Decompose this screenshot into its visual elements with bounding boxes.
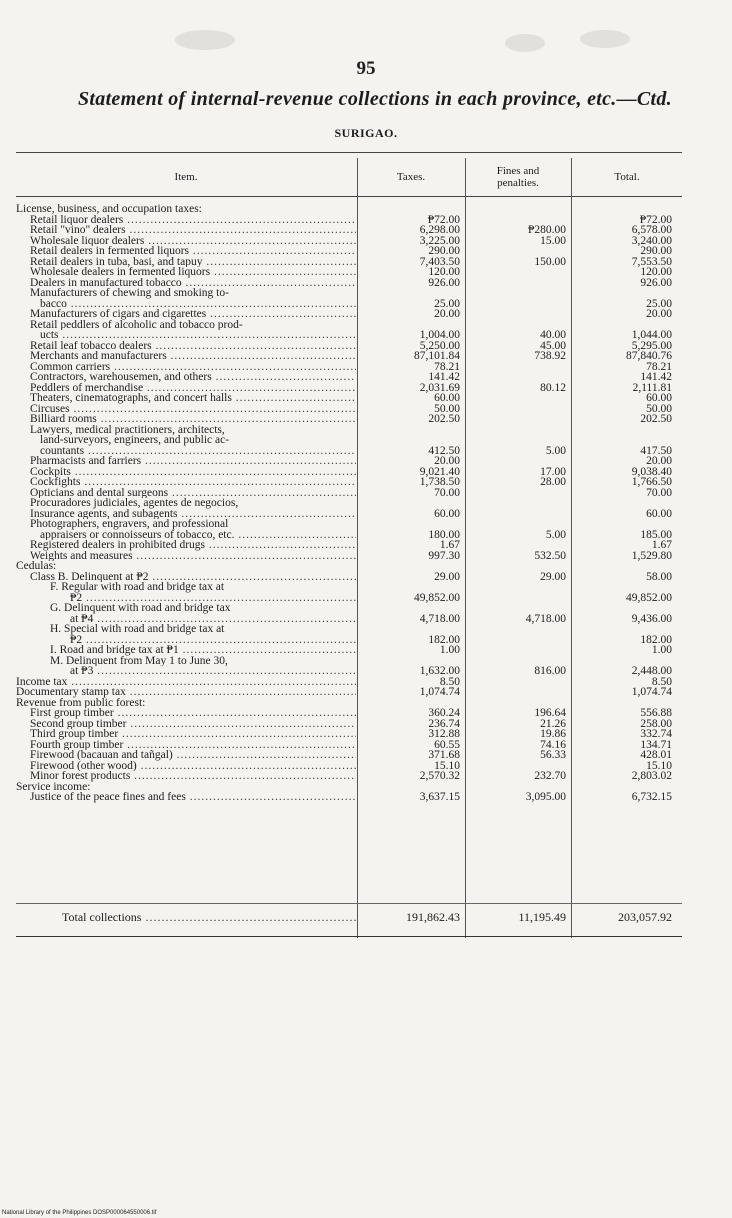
totals-taxes: 191,862.43: [406, 910, 460, 924]
row-item-label: Wholesale liquor dealers .....: [16, 236, 356, 247]
row-taxes-value: 1,738.50: [419, 476, 460, 488]
row-taxes-value: 180.00: [428, 528, 460, 541]
row-total-value: 185.00: [640, 528, 672, 541]
row-item-label: Class B. Delinquent at ₱2 .....: [16, 572, 356, 583]
row-item-label: Retail "vino" dealers .....: [16, 225, 356, 236]
row-total-value: 1.67: [651, 539, 672, 551]
row-total-value: 78.21: [646, 360, 672, 373]
table-row: [16, 414, 682, 425]
row-total-value: 3,240.00: [631, 234, 672, 247]
row-taxes-value: 50.00: [434, 402, 460, 415]
row-taxes-value: [358, 498, 466, 509]
row-fines-value: [466, 414, 572, 425]
row-item-label: at ₱3 .....: [16, 666, 356, 677]
table-row: [16, 225, 682, 236]
row-taxes-value: [358, 624, 466, 635]
header-taxes: Taxes.: [396, 171, 426, 183]
row-fines-value: [466, 404, 572, 415]
row-taxes-value: 2,031.69: [419, 381, 460, 394]
row-total-value: 134.71: [640, 738, 672, 751]
table-row: [16, 204, 682, 215]
table-row: [16, 383, 682, 394]
row-fines-value: [466, 246, 572, 257]
row-total-value: 332.74: [640, 728, 672, 740]
row-total-value: 1,074.74: [631, 686, 672, 698]
row-taxes-value: 70.00: [434, 486, 460, 499]
table-row: [16, 435, 682, 446]
row-fines-value: 21.26: [540, 717, 566, 730]
row-total-value: 25.00: [646, 297, 672, 310]
row-taxes-value: [358, 582, 466, 593]
row-fines-value: 532.50: [534, 549, 566, 562]
row-fines-value: 5.00: [545, 444, 566, 457]
table-row: [16, 551, 682, 562]
row-taxes-value: 290.00: [428, 245, 460, 257]
row-total-value: 9,436.00: [631, 612, 672, 625]
row-item-label: Income tax .....: [16, 677, 356, 688]
row-total-value: [572, 204, 682, 215]
totals-label: Total collections .....: [16, 910, 356, 924]
row-total-value: 70.00: [646, 486, 672, 499]
row-fines-value: 150.00: [534, 255, 566, 268]
row-item-label: F. Regular with road and bridge tax at: [50, 582, 225, 593]
row-fines-value: [466, 435, 572, 446]
row-total-value: 141.42: [640, 371, 672, 383]
row-total-value: 2,448.00: [631, 665, 672, 677]
row-total-value: 60.00: [646, 507, 672, 520]
table-row: [16, 236, 682, 247]
totals-rule: [16, 903, 682, 904]
row-taxes-value: 20.00: [434, 455, 460, 467]
row-total-value: [572, 603, 682, 614]
table-row: [16, 750, 682, 761]
table-row: [16, 446, 682, 457]
row-item-label: Second group timber .....: [16, 719, 356, 730]
row-item-label: Contractors, warehousemen, and others .....: [16, 372, 356, 383]
row-item-label: Registered dealers in prohibited drugs .....: [16, 540, 356, 551]
row-taxes-value: [358, 519, 466, 530]
row-total-value: 49,852.00: [626, 591, 672, 604]
table-row: [16, 624, 682, 635]
totals-row: [16, 910, 682, 924]
row-item-label: ucts .....: [16, 330, 356, 341]
row-item-label: I. Road and bridge tax at ₱1 .....: [16, 645, 356, 656]
table-body: [16, 204, 682, 803]
row-total-value: ₱72.00: [639, 213, 672, 226]
row-fines-value: 4,718.00: [525, 612, 566, 625]
row-fines-value: [466, 488, 572, 499]
table-top-rule: [16, 152, 682, 153]
row-total-value: 6,732.15: [631, 791, 672, 803]
table-row: [16, 645, 682, 656]
row-total-value: 1.00: [651, 644, 672, 656]
row-fines-value: 45.00: [540, 339, 566, 352]
table-row: [16, 477, 682, 488]
row-taxes-value: 1.00: [439, 644, 460, 656]
table-row: [16, 677, 682, 688]
row-taxes-value: 141.42: [428, 371, 460, 383]
table-row: [16, 666, 682, 677]
row-item-label: bacco .....: [16, 299, 356, 310]
row-total-value: 2,803.02: [631, 770, 672, 782]
row-taxes-value: 15.10: [434, 759, 460, 772]
row-taxes-value: 87,101.84: [414, 350, 460, 362]
row-item-label: M. Delinquent from May 1 to June 30,: [50, 655, 228, 666]
table-row: [16, 687, 682, 698]
row-fines-value: [466, 582, 572, 593]
row-taxes-value: 360.24: [428, 707, 460, 719]
row-taxes-value: [358, 435, 466, 446]
row-item-label: Retail peddlers of alcoholic and tobacco prod-: [30, 319, 243, 330]
row-fines-value: [466, 561, 572, 572]
row-fines-value: [466, 509, 572, 520]
row-fines-value: 74.16: [540, 738, 566, 751]
table-row: [16, 656, 682, 667]
table-row: [16, 761, 682, 772]
table-row: [16, 456, 682, 467]
row-total-value: [572, 519, 682, 530]
row-total-value: 58.00: [646, 570, 672, 583]
row-taxes-value: 1,632.00: [419, 665, 460, 677]
province-heading: SURIGAO.: [334, 126, 398, 140]
row-item-label: License, business, and occupation taxes:: [16, 204, 202, 215]
scan-smudge: [580, 30, 630, 48]
row-taxes-value: 412.50: [428, 444, 460, 457]
row-item-label: Manufacturers of chewing and smoking to-: [30, 288, 229, 299]
row-taxes-value: 1,004.00: [419, 329, 460, 341]
row-item-label: land-surveyors, engineers, and public ac-: [40, 435, 230, 446]
row-taxes-value: ₱72.00: [427, 213, 460, 226]
table-row: [16, 614, 682, 625]
row-total-value: 428.01: [640, 749, 672, 761]
row-item-label: Retail liquor dealers .....: [16, 215, 356, 226]
row-total-value: 20.00: [646, 308, 672, 320]
table-row: [16, 771, 682, 782]
page-title: Statement of internal-revenue collections in each province, etc.—Ctd.: [78, 88, 672, 110]
table-row: [16, 288, 682, 299]
row-total-value: 50.00: [646, 402, 672, 415]
table-row: [16, 404, 682, 415]
table-row: [16, 246, 682, 257]
row-taxes-value: 312.88: [428, 728, 460, 740]
row-fines-value: [466, 677, 572, 688]
row-taxes-value: 3,225.00: [419, 234, 460, 247]
row-item-label: Photographers, engravers, and professional: [30, 519, 229, 530]
table-row: [16, 341, 682, 352]
row-item-label: countants .....: [16, 446, 356, 457]
table-row: [16, 330, 682, 341]
row-taxes-value: 1,074.74: [419, 686, 460, 698]
table-row: [16, 509, 682, 520]
row-total-value: 556.88: [640, 707, 672, 719]
row-item-label: Fourth group timber .....: [16, 740, 356, 751]
table-row: [16, 708, 682, 719]
row-taxes-value: 8.50: [439, 675, 460, 688]
row-taxes-value: 6,298.00: [419, 224, 460, 236]
row-total-value: 2,111.81: [632, 381, 672, 394]
footer-credit: National Library of the Philippines DOSP000064550006.tif: [2, 1210, 157, 1216]
row-fines-value: [466, 456, 572, 467]
row-item-label: Dealers in manufactured tobacco .....: [16, 278, 356, 289]
row-fines-value: [466, 540, 572, 551]
row-taxes-value: [358, 204, 466, 215]
row-item-label: Billiard rooms .....: [16, 414, 356, 425]
row-fines-value: [466, 593, 572, 604]
row-taxes-value: 25.00: [434, 297, 460, 310]
row-total-value: 87,840.76: [626, 350, 672, 362]
row-item-label: appraisers or connoisseurs of tobacco, etc. .....: [16, 530, 356, 541]
row-taxes-value: 60.55: [434, 738, 460, 751]
row-item-label: Minor forest products .....: [16, 771, 356, 782]
row-total-value: 60.00: [646, 392, 672, 404]
header-fines: [466, 158, 570, 196]
row-item-label: at ₱4 .....: [16, 614, 356, 625]
table-row: [16, 498, 682, 509]
row-item-label: Cedulas:: [16, 561, 57, 572]
row-total-value: 7,553.50: [631, 255, 672, 268]
table-row: [16, 729, 682, 740]
row-item-label: Service income:: [16, 781, 91, 792]
row-item-label: Retail dealers in fermented liquors .....: [16, 246, 356, 257]
table-row: [16, 215, 682, 226]
table-row: [16, 278, 682, 289]
row-fines-value: [466, 278, 572, 289]
row-taxes-value: 29.00: [434, 570, 460, 583]
row-fines-value: [466, 288, 572, 299]
row-item-label: Theaters, cinematographs, and concert halls .....: [16, 393, 356, 404]
row-fines-value: 28.00: [540, 476, 566, 488]
scan-smudge: [175, 30, 235, 50]
table-row: [16, 309, 682, 320]
totals-fines: 11,195.49: [518, 910, 566, 924]
row-fines-value: [466, 645, 572, 656]
table-row: [16, 719, 682, 730]
row-taxes-value: 997.30: [428, 549, 460, 562]
row-taxes-value: 78.21: [434, 360, 460, 373]
row-fines-value: 738.92: [534, 350, 566, 362]
row-fines-value: 40.00: [540, 329, 566, 341]
table-row: [16, 267, 682, 278]
row-taxes-value: 2,570.32: [419, 770, 460, 782]
row-fines-value: 80.12: [540, 381, 566, 394]
header-fines-line2: penalties.: [497, 177, 539, 189]
row-total-value: 6,578.00: [631, 224, 672, 236]
row-fines-value: [466, 519, 572, 530]
table-row: [16, 540, 682, 551]
row-item-label: Justice of the peace fines and fees .....: [16, 792, 356, 803]
row-taxes-value: 182.00: [428, 633, 460, 646]
row-item-label: G. Delinquent with road and bridge tax: [50, 603, 231, 614]
table-row: [16, 740, 682, 751]
row-item-label: First group timber .....: [16, 708, 356, 719]
row-item-label: Third group timber .....: [16, 729, 356, 740]
row-total-value: 15.10: [646, 759, 672, 772]
row-fines-value: 196.64: [534, 707, 566, 719]
row-item-label: Documentary stamp tax .....: [16, 687, 356, 698]
table-row: [16, 530, 682, 541]
row-taxes-value: 60.00: [434, 392, 460, 404]
row-total-value: [572, 624, 682, 635]
row-total-value: 20.00: [646, 455, 672, 467]
header-total: Total.: [614, 171, 640, 183]
row-item-label: Peddlers of merchandise .....: [16, 383, 356, 394]
row-item-label: Cockfights .....: [16, 477, 356, 488]
row-fines-value: [466, 362, 572, 373]
row-fines-value: [466, 267, 572, 278]
row-total-value: 202.50: [640, 413, 672, 425]
row-taxes-value: 1.67: [439, 539, 460, 551]
row-total-value: [572, 498, 682, 509]
row-taxes-value: 120.00: [428, 266, 460, 278]
header-fines-line1: Fines and: [496, 165, 540, 177]
row-total-value: 290.00: [640, 245, 672, 257]
row-taxes-value: [358, 561, 466, 572]
row-total-value: 926.00: [640, 276, 672, 289]
row-total-value: 9,038.40: [631, 465, 672, 478]
row-taxes-value: [358, 288, 466, 299]
table-row: [16, 488, 682, 499]
table-row: [16, 572, 682, 583]
row-fines-value: 3,095.00: [525, 791, 566, 803]
row-fines-value: [466, 635, 572, 646]
row-total-value: 258.00: [640, 717, 672, 730]
row-fines-value: 816.00: [534, 665, 566, 677]
row-item-label: H. Special with road and bridge tax at: [50, 624, 225, 635]
table-row: [16, 561, 682, 572]
row-total-value: 1,529.80: [631, 549, 672, 562]
row-item-label: Firewood (other wood) .....: [16, 761, 356, 772]
row-fines-value: [466, 309, 572, 320]
table-row: [16, 299, 682, 310]
row-item-label: Retail dealers in tuba, basi, and tapuy .....: [16, 257, 356, 268]
table-row: [16, 362, 682, 373]
row-taxes-value: 5,250.00: [419, 339, 460, 352]
header-rule: [16, 196, 682, 197]
row-fines-value: 15.00: [540, 234, 566, 247]
row-item-label: ₱2 .....: [16, 635, 356, 646]
row-taxes-value: 60.00: [434, 507, 460, 520]
row-total-value: 1,044.00: [631, 329, 672, 341]
row-item-label: Lawyers, medical practitioners, architects,: [30, 424, 225, 435]
row-fines-value: [466, 393, 572, 404]
row-taxes-value: 49,852.00: [414, 591, 460, 604]
row-item-label: Circuses .....: [16, 404, 356, 415]
row-taxes-value: 926.00: [428, 276, 460, 289]
row-fines-value: 29.00: [540, 570, 566, 583]
table-row: [16, 635, 682, 646]
row-total-value: 120.00: [640, 266, 672, 278]
row-fines-value: [466, 372, 572, 383]
row-total-value: 8.50: [651, 675, 672, 688]
row-taxes-value: 20.00: [434, 308, 460, 320]
table-row: [16, 593, 682, 604]
row-fines-value: [466, 687, 572, 698]
row-item-label: Cockpits .....: [16, 467, 356, 478]
row-total-value: 1,766.50: [631, 476, 672, 488]
row-fines-value: [466, 299, 572, 310]
row-fines-value: [466, 204, 572, 215]
row-fines-value: 17.00: [540, 465, 566, 478]
table-row: [16, 320, 682, 331]
row-taxes-value: 9,021.40: [419, 465, 460, 478]
row-taxes-value: 7,403.50: [419, 255, 460, 268]
row-item-label: Wholesale dealers in fermented liquors .....: [16, 267, 356, 278]
table-row: [16, 782, 682, 793]
table-row: [16, 603, 682, 614]
row-item-label: Procuradores judiciales, agentes de negocios,: [30, 498, 239, 509]
table-row: [16, 393, 682, 404]
row-taxes-value: 4,718.00: [419, 612, 460, 625]
row-total-value: 182.00: [640, 633, 672, 646]
row-item-label: Pharmacists and farriers .....: [16, 456, 356, 467]
table-row: [16, 792, 682, 803]
row-item-label: Common carriers .....: [16, 362, 356, 373]
row-total-value: [572, 582, 682, 593]
row-fines-value: [466, 425, 572, 436]
table-row: [16, 351, 682, 362]
header-item: Item.: [174, 171, 198, 183]
row-fines-value: [466, 498, 572, 509]
row-item-label: Weights and measures .....: [16, 551, 356, 562]
row-taxes-value: 202.50: [428, 413, 460, 425]
row-total-value: [572, 561, 682, 572]
row-fines-value: 232.70: [534, 770, 566, 782]
row-total-value: [572, 425, 682, 436]
table-bottom-rule: [16, 936, 682, 937]
row-item-label: Insurance agents, and subagents .....: [16, 509, 356, 520]
row-taxes-value: 236.74: [428, 717, 460, 730]
row-taxes-value: 371.68: [428, 749, 460, 761]
row-item-label: ₱2 .....: [16, 593, 356, 604]
row-item-label: Firewood (bacauan and tañgal) .....: [16, 750, 356, 761]
table-row: [16, 582, 682, 593]
table-row: [16, 519, 682, 530]
table-row: [16, 257, 682, 268]
table-row: [16, 425, 682, 436]
table-row: [16, 698, 682, 709]
table-row: [16, 372, 682, 383]
row-taxes-value: 3,637.15: [419, 791, 460, 803]
page-number: 95: [356, 58, 376, 79]
row-taxes-value: [358, 603, 466, 614]
totals-total: 203,057.92: [618, 910, 672, 924]
row-fines-value: [466, 603, 572, 614]
table-row: [16, 467, 682, 478]
row-item-label: Merchants and manufacturers .....: [16, 351, 356, 362]
row-item-label: Opticians and dental surgeons .....: [16, 488, 356, 499]
row-fines-value: [466, 624, 572, 635]
row-total-value: 417.50: [640, 444, 672, 457]
row-item-label: Manufacturers of cigars and cigarettes .....: [16, 309, 356, 320]
row-item-label: Revenue from public forest:: [16, 697, 146, 708]
row-total-value: [572, 288, 682, 299]
row-fines-value: 56.33: [540, 749, 566, 761]
row-fines-value: 19.86: [540, 728, 566, 740]
row-fines-value: ₱280.00: [527, 224, 566, 236]
scan-smudge: [505, 34, 545, 52]
row-fines-value: 5.00: [545, 528, 566, 541]
row-taxes-value: [358, 425, 466, 436]
row-total-value: 5,295.00: [631, 339, 672, 352]
row-total-value: [572, 435, 682, 446]
row-item-label: Retail leaf tobacco dealers .....: [16, 341, 356, 352]
